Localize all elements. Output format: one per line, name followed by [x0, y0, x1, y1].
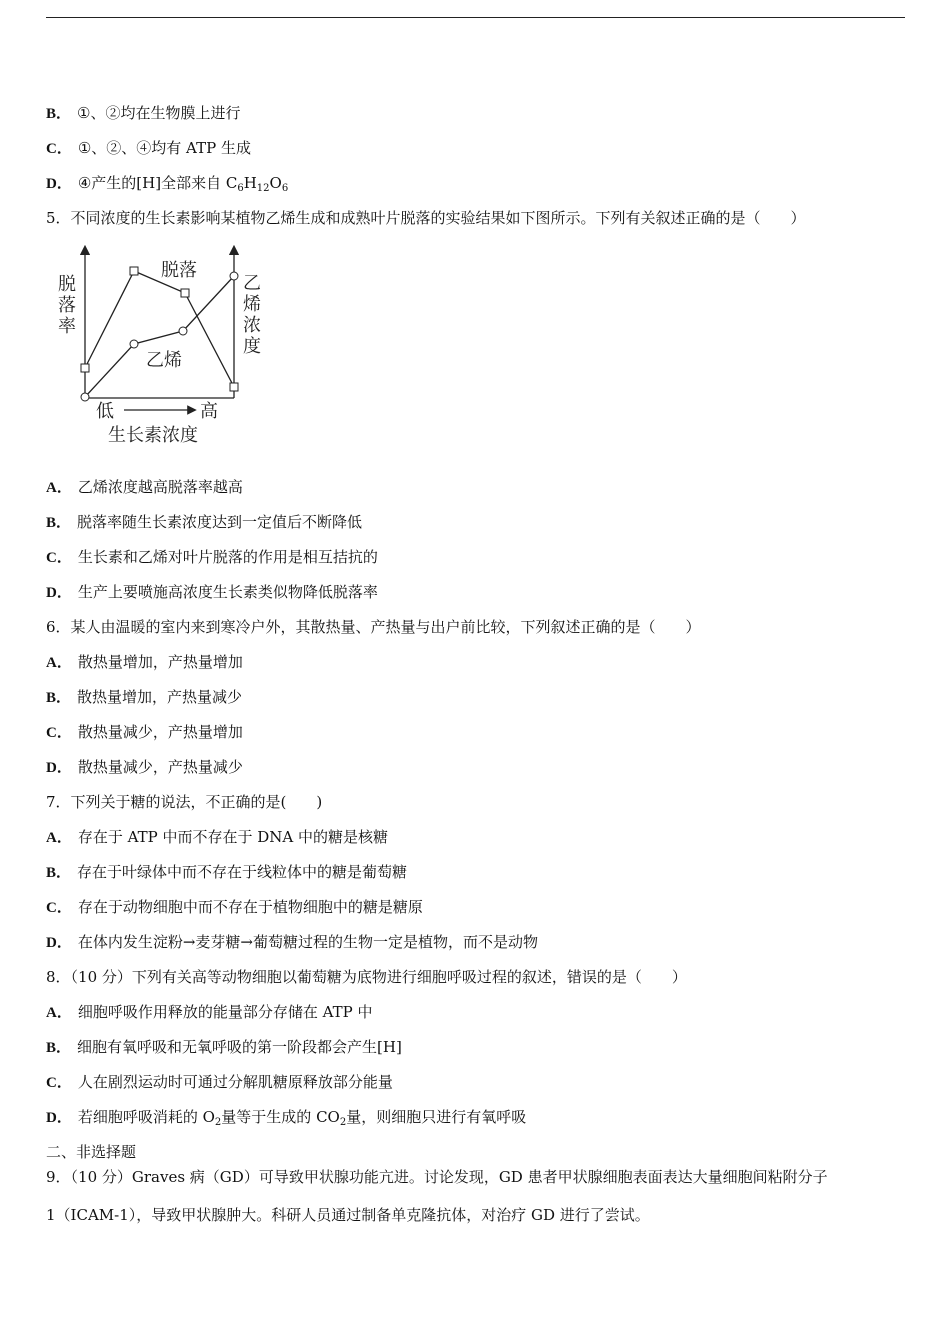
q8-option-b[interactable]: B． 细胞有氧呼吸和无氧呼吸的第一阶段都会产生[H]: [46, 1038, 402, 1056]
header-rule: [46, 17, 905, 18]
section-heading: 二、非选择题: [46, 1143, 137, 1161]
q6-option-d[interactable]: D． 散热量减少，产热量减少: [46, 758, 243, 776]
q8-stem: 8．（10 分）下列有关高等动物细胞以葡萄糖为底物进行细胞呼吸过程的叙述，错误的是（ ）: [46, 968, 687, 986]
q6-option-a[interactable]: A． 散热量增加，产热量增加: [46, 653, 243, 671]
x-high-label: 高: [200, 401, 218, 422]
q6-option-c[interactable]: C． 散热量减少，产热量增加: [46, 723, 243, 741]
right-axis-label-1: 乙: [243, 273, 261, 294]
right-axis-label-2: 烯: [243, 294, 261, 315]
left-axis-label-3: 率: [58, 316, 76, 337]
q5-option-a[interactable]: A． 乙烯浓度越高脱落率越高: [46, 478, 243, 496]
q5-chart: [46, 240, 286, 450]
q8-option-a[interactable]: A． 细胞呼吸作用释放的能量部分存储在 ATP 中: [46, 1003, 373, 1021]
q4-option-c[interactable]: C． ①、②、④均有 ATP 生成: [46, 139, 251, 157]
ethylene-point: [179, 327, 187, 335]
q5-option-c[interactable]: C． 生长素和乙烯对叶片脱落的作用是相互拮抗的: [46, 548, 378, 566]
q8-option-d[interactable]: D． 若细胞呼吸消耗的 $O_2$量等于生成的 $CO_2$量，则细胞只进行有氧呼吸: [46, 1108, 527, 1128]
left-axis-label-1: 脱: [58, 274, 76, 295]
shedding-point: [230, 383, 238, 391]
q9-line-2: 1（ICAM-1），导致甲状腺肿大。科研人员通过制备单克隆抗体，对治疗 GD 进行了尝试。: [46, 1206, 650, 1224]
q5-stem: 5．不同浓度的生长素影响某植物乙烯生成和成熟叶片脱落的实验结果如下图所示。下列有关叙述正确的是（ ）: [46, 209, 806, 227]
shedding-point: [81, 364, 89, 372]
left-axis-label-2: 落: [58, 295, 76, 316]
q6-stem: 6．某人由温暖的室内来到寒冷户外，其散热量、产热量与出户前比较，下列叙述正确的是（ ）: [46, 618, 701, 636]
q5-option-b[interactable]: B． 脱落率随生长素浓度达到一定值后不断降低: [46, 513, 363, 531]
q4-option-d[interactable]: D． ④产生的[H]全部来自 $C_6H_{12}O_6$: [46, 174, 289, 194]
q6-option-b[interactable]: B． 散热量增加，产热量减少: [46, 688, 243, 706]
shedding-point: [130, 267, 138, 275]
q5-option-d[interactable]: D． 生产上要喷施高浓度生长素类似物降低脱落率: [46, 583, 378, 601]
ethylene-point: [81, 393, 89, 401]
q9-line-1: 9．（10 分）Graves 病（GD）可导致甲状腺功能亢进。讨论发现，GD 患者甲状腺细胞表面表达大量细胞间粘附分子: [46, 1168, 828, 1186]
q5-figure: [46, 240, 286, 450]
x-axis-title: 生长素浓度: [108, 425, 198, 446]
right-axis-label-4: 度: [243, 336, 261, 357]
x-low-label: 低: [96, 401, 114, 422]
ethylene-curve: [85, 276, 234, 397]
shedding-curve-label: 脱落: [161, 260, 197, 281]
q8-option-c[interactable]: C． 人在剧烈运动时可通过分解肌糖原释放部分能量: [46, 1073, 393, 1091]
q7-option-b[interactable]: B． 存在于叶绿体中而不存在于线粒体中的糖是葡萄糖: [46, 863, 408, 881]
q7-option-d[interactable]: D． 在体内发生淀粉→麦芽糖→葡萄糖过程的生物一定是植物，而不是动物: [46, 933, 538, 951]
q4-option-b[interactable]: B． ①、②均在生物膜上进行: [46, 104, 241, 122]
q7-option-c[interactable]: C． 存在于动物细胞中而不存在于植物细胞中的糖是糖原: [46, 898, 423, 916]
q7-option-a[interactable]: A． 存在于 ATP 中而不存在于 DNA 中的糖是核糖: [46, 828, 389, 846]
ethylene-point: [230, 272, 238, 280]
right-axis-label-3: 浓: [243, 315, 261, 336]
ethylene-point: [130, 340, 138, 348]
q7-stem: 7．下列关于糖的说法，不正确的是( ): [46, 793, 323, 811]
shedding-point: [181, 289, 189, 297]
ethylene-curve-label: 乙烯: [146, 350, 182, 371]
